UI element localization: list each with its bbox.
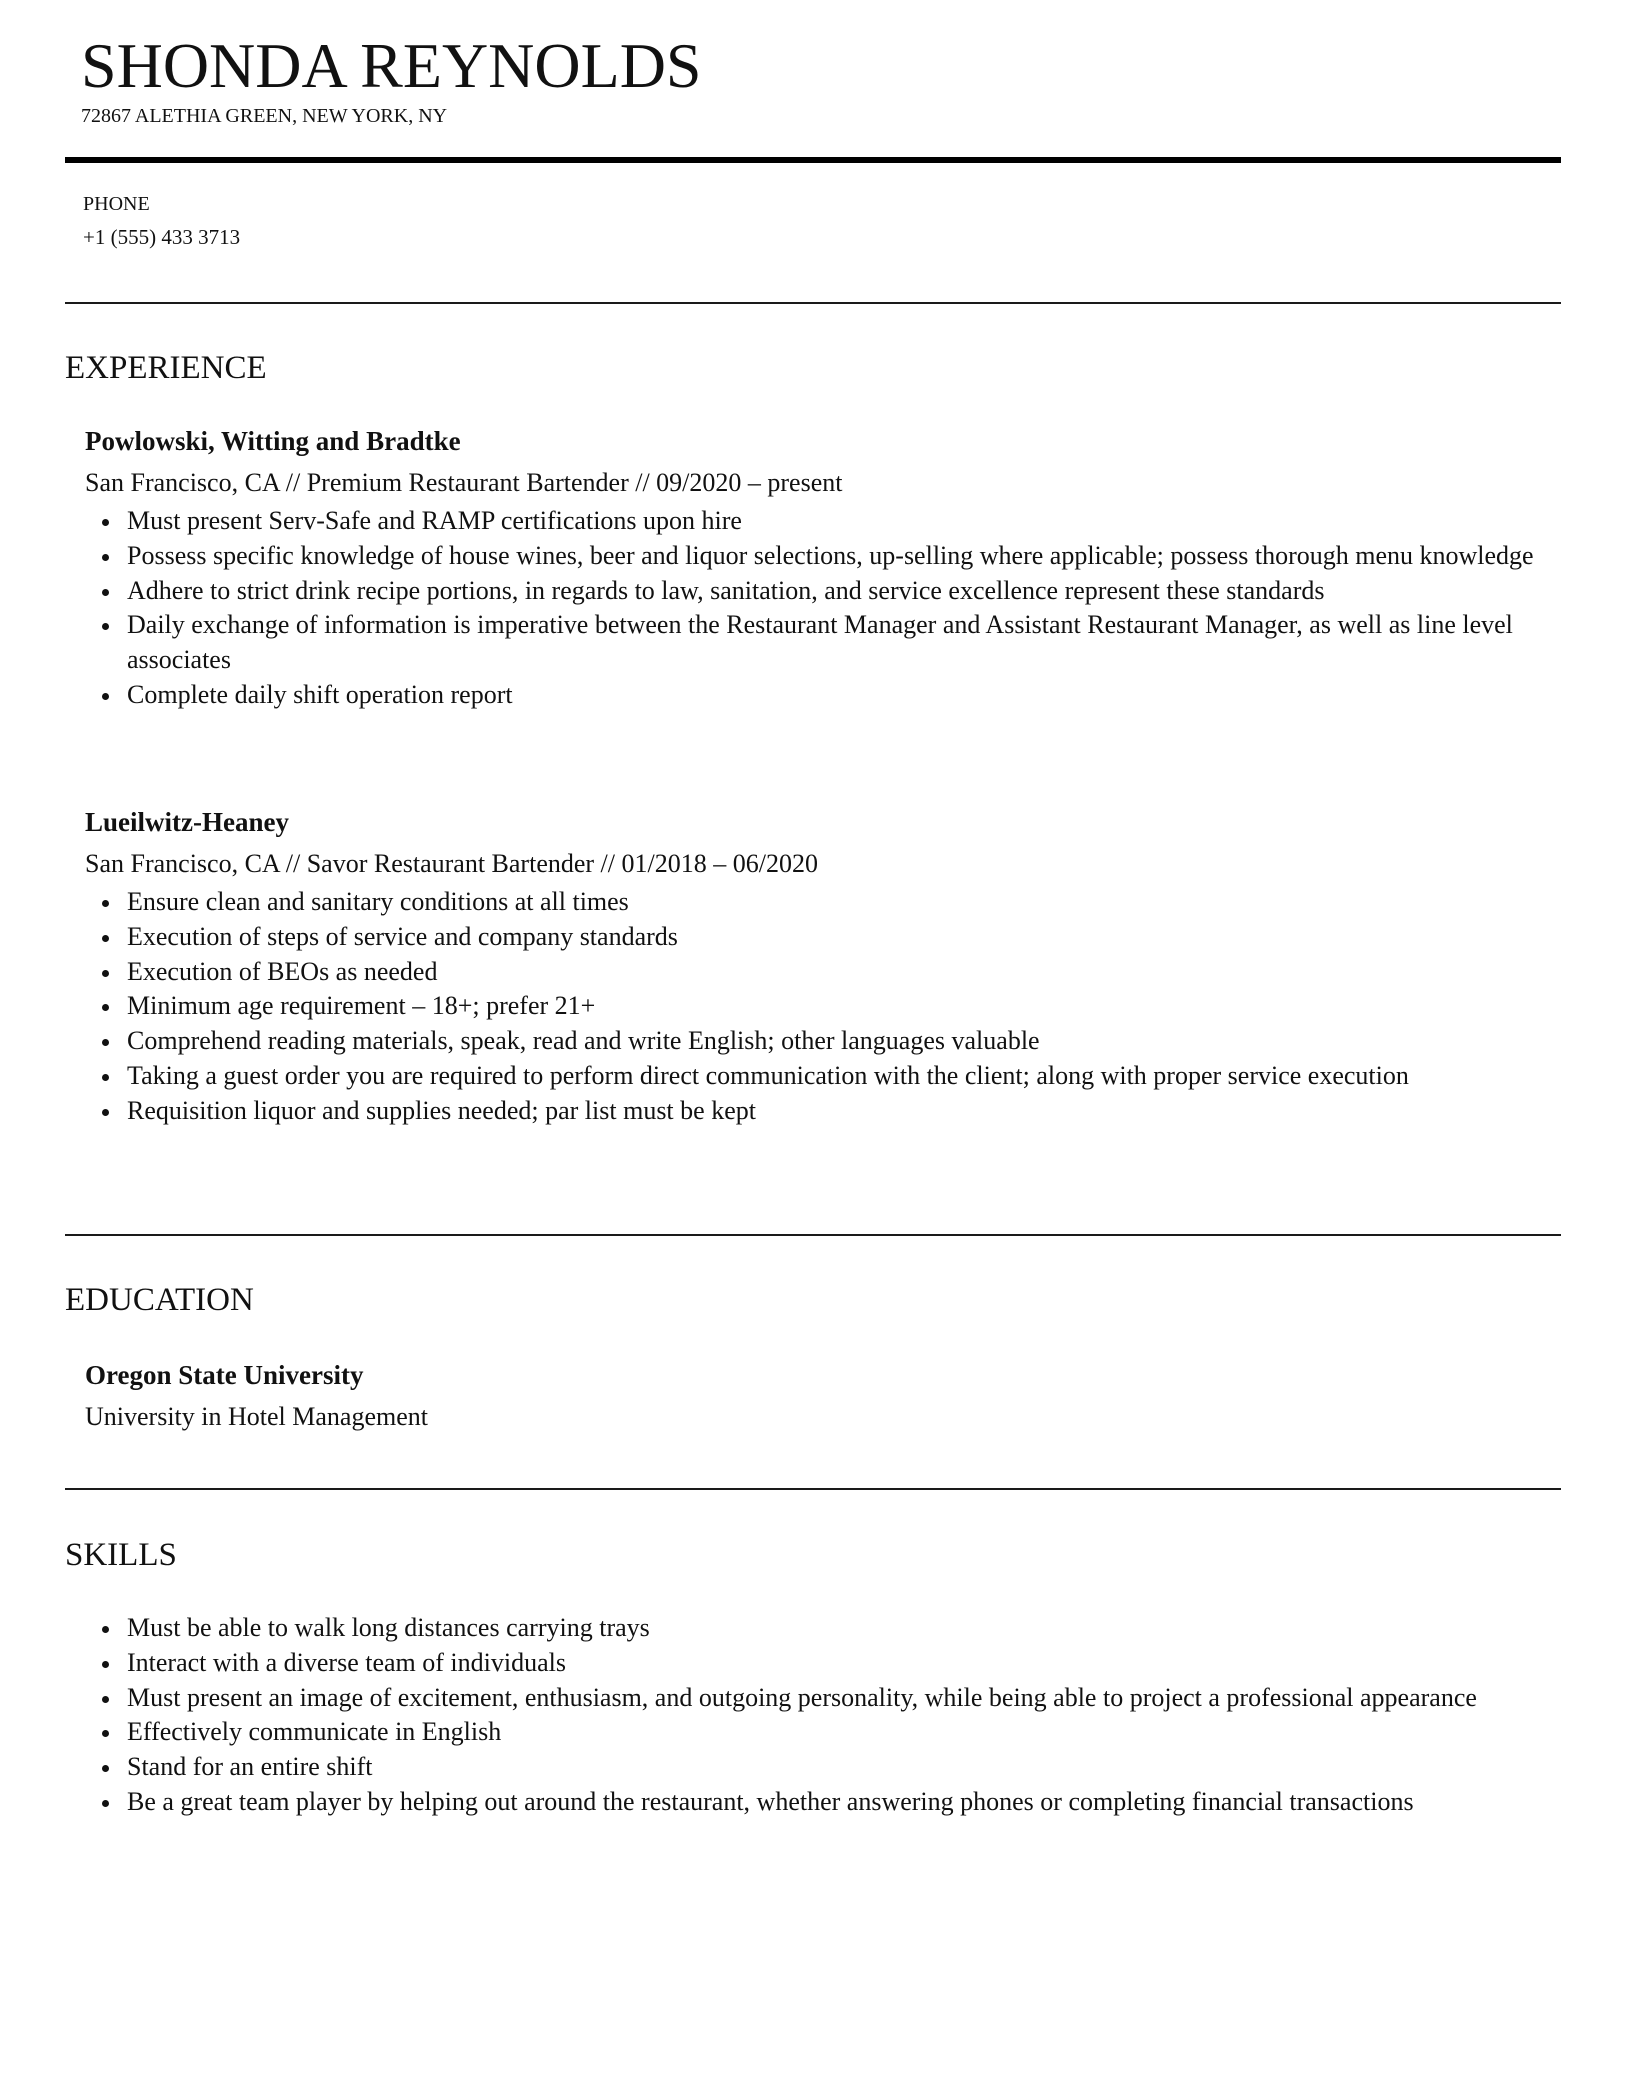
job-company: Lueilwitz-Heaney <box>85 807 289 837</box>
job-bullet: Execution of steps of service and company standards <box>85 920 1555 955</box>
job-bullet: Must present Serv-Safe and RAMP certifications upon hire <box>85 504 1555 539</box>
skill-item: Stand for an entire shift <box>85 1750 1555 1785</box>
phone-value: +1 (555) 433 3713 <box>83 225 241 249</box>
header-divider <box>65 157 1561 163</box>
degree: University in Hotel Management <box>85 1402 428 1431</box>
skills-entry <box>85 1607 1555 1820</box>
job-bullet: Possess specific knowledge of house wines, beer and liquor selections, up-selling where applicable; possess thorough menu knowledge <box>85 539 1555 574</box>
skill-item: Interact with a diverse team of individuals <box>85 1646 1555 1681</box>
skills-list <box>85 1611 1555 1820</box>
job-bullet: Daily exchange of information is imperative between the Restaurant Manager and Assistant Restaurant Manager, as well as line level associates <box>85 608 1555 678</box>
skill-item: Must present an image of excitement, enthusiasm, and outgoing personality, while being able to project a professional appearance <box>85 1681 1555 1716</box>
job-bullet: Requisition liquor and supplies needed; par list must be kept <box>85 1094 1555 1129</box>
job-entry <box>85 804 1555 1129</box>
job-bullets <box>85 504 1555 713</box>
candidate-address: 72867 ALETHIA GREEN, NEW YORK, NY <box>81 105 448 127</box>
job-bullet: Execution of BEOs as needed <box>85 955 1555 990</box>
experience-heading: EXPERIENCE <box>65 350 267 386</box>
candidate-name: SHONDA REYNOLDS <box>81 30 702 101</box>
education-heading: EDUCATION <box>65 1282 254 1318</box>
experience-divider <box>65 1234 1561 1236</box>
skills-heading: SKILLS <box>65 1537 177 1573</box>
skill-item: Be a great team player by helping out around the restaurant, whether answering phones or completing financial transactions <box>85 1785 1555 1820</box>
phone-label: PHONE <box>83 193 150 215</box>
school-name: Oregon State University <box>85 1360 364 1390</box>
job-bullet: Taking a guest order you are required to perform direct communication with the client; along with proper service execution <box>85 1059 1555 1094</box>
education-divider <box>65 1488 1561 1490</box>
contact-divider <box>65 302 1561 304</box>
job-bullet: Comprehend reading materials, speak, read and write English; other languages valuable <box>85 1024 1555 1059</box>
job-bullet: Adhere to strict drink recipe portions, in regards to law, sanitation, and service excellence represent these standards <box>85 574 1555 609</box>
skill-item: Must be able to walk long distances carrying trays <box>85 1611 1555 1646</box>
job-company: Powlowski, Witting and Bradtke <box>85 426 461 456</box>
skill-item: Effectively communicate in English <box>85 1715 1555 1750</box>
job-entry <box>85 423 1555 713</box>
job-bullets <box>85 885 1555 1129</box>
job-subtitle: San Francisco, CA // Savor Restaurant Bartender // 01/2018 – 06/2020 <box>85 849 818 878</box>
job-bullet: Ensure clean and sanitary conditions at all times <box>85 885 1555 920</box>
job-subtitle: San Francisco, CA // Premium Restaurant Bartender // 09/2020 – present <box>85 468 843 497</box>
job-bullet: Minimum age requirement – 18+; prefer 21+ <box>85 989 1555 1024</box>
education-entry <box>85 1357 1555 1434</box>
job-bullet: Complete daily shift operation report <box>85 678 1555 713</box>
